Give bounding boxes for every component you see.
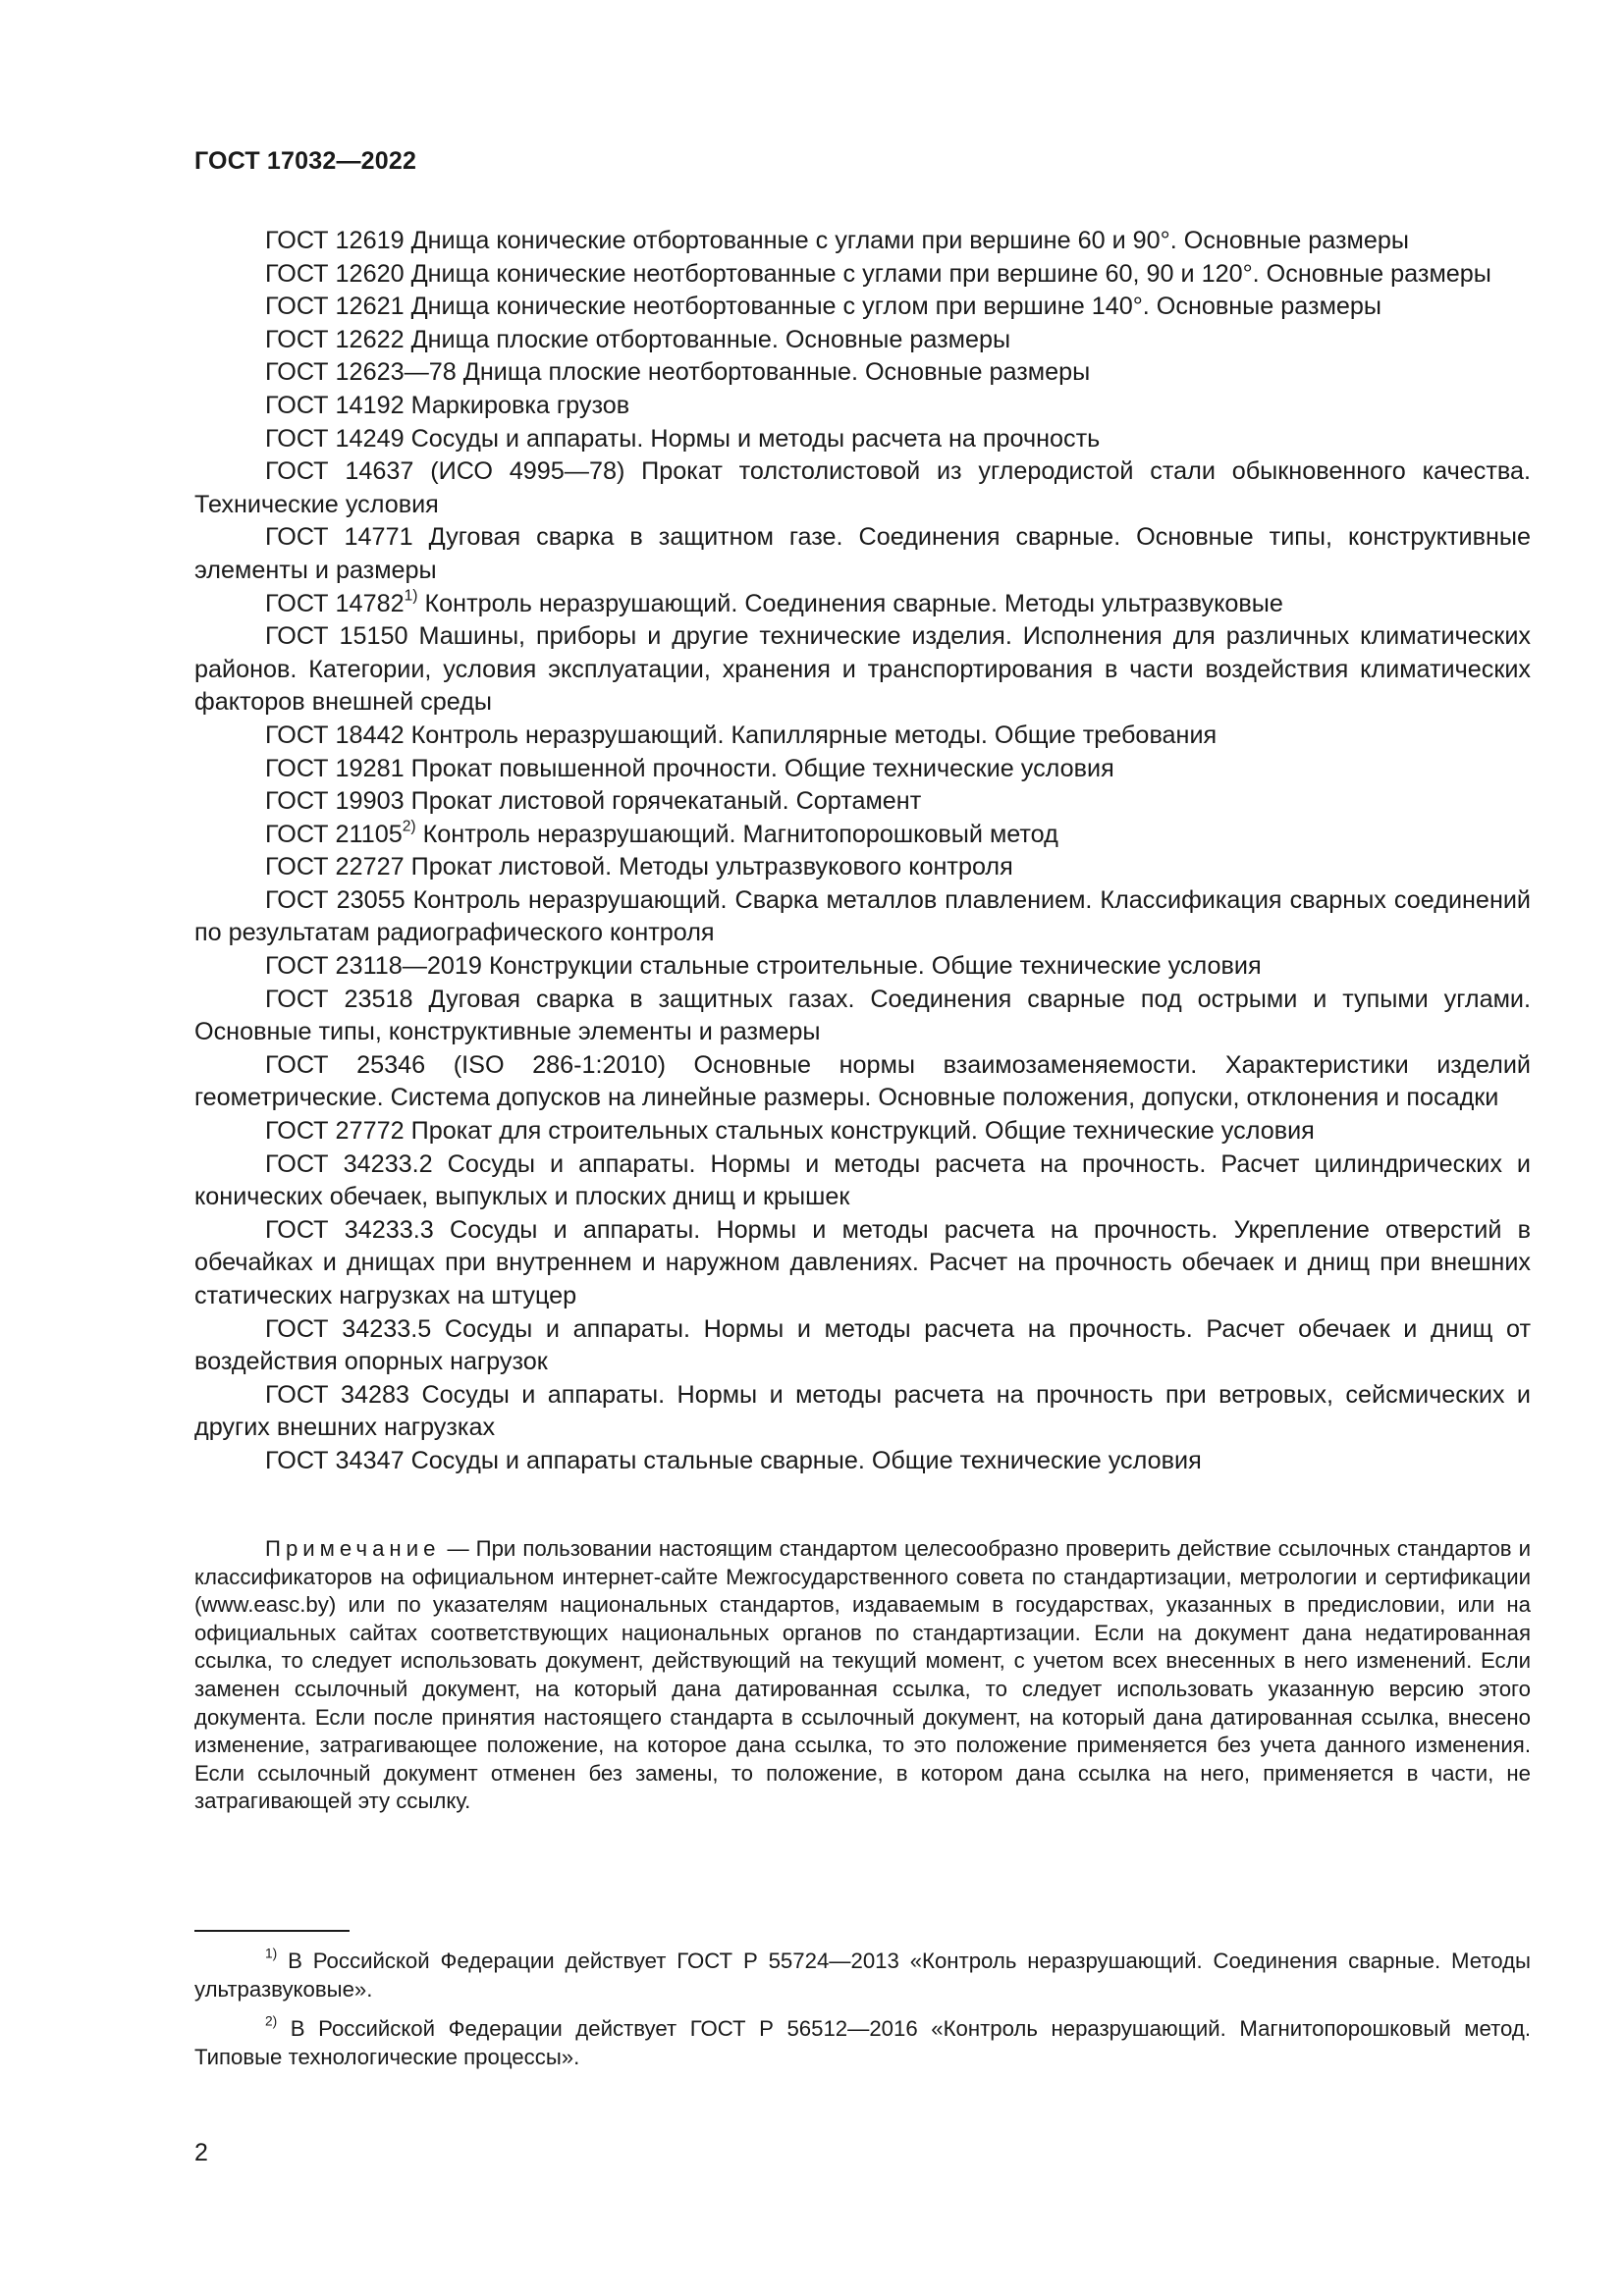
reference-item: ГОСТ 15150 Машины, приборы и другие технические изделия. Исполнения для различных климатических районов. Категории, условия эксплуатации, хранения и транспортирования в части воздействия климатических факторов внешней среды: [194, 622, 1531, 717]
reference-item: ГОСТ 34283 Сосуды и аппараты. Нормы и методы расчета на прочность при ветровых, сейсмических и других внешних нагрузках: [194, 1380, 1531, 1442]
reference-item: [194, 588, 1531, 621]
reference-item: ГОСТ 14771 Дуговая сварка в защитном газе. Соединения сварные. Основные типы, конструктивные элементы и размеры: [194, 523, 1531, 584]
reference-item: ГОСТ 12623—78 Днища плоские неотбортованные. Основные размеры: [265, 358, 1091, 387]
reference-code: ГОСТ 21105: [265, 820, 403, 848]
reference-title: Контроль неразрушающий. Соединения сварные. Методы ультразвуковые: [417, 589, 1283, 617]
footnotes: [194, 1948, 1531, 2083]
reference-item: ГОСТ 27772 Прокат для строительных стальных конструкций. Общие технические условия: [265, 1117, 1315, 1146]
note-paragraph: [194, 1535, 1531, 1816]
reference-item: ГОСТ 34233.5 Сосуды и аппараты. Нормы и методы расчета на прочность. Расчет обечаек и днищ от воздействия опорных нагрузок: [194, 1314, 1531, 1376]
footnote-marker: 1): [404, 586, 418, 604]
footnote-text: В Российской Федерации действует ГОСТ Р 55724—2013 «Контроль неразрушающий. Соединения сварные. Методы ультразвуковые».: [194, 1949, 1531, 2002]
document-header: ГОСТ 17032—2022: [194, 147, 417, 175]
reference-item: ГОСТ 12621 Днища конические неотбортованные с углом при вершине 140°. Основные размеры: [265, 293, 1382, 321]
reference-title: Контроль неразрушающий. Магнитопорошковый метод: [415, 820, 1058, 848]
note-label: Примечание: [265, 1536, 441, 1561]
reference-item: ГОСТ 22727 Прокат листовой. Методы ультразвукового контроля: [265, 853, 1013, 881]
reference-item: ГОСТ 12620 Днища конические неотбортованные с углами при вершине 60, 90 и 120°. Основные размеры: [265, 259, 1491, 288]
page-number: 2: [194, 2139, 208, 2166]
reference-item: ГОСТ 34233.2 Сосуды и аппараты. Нормы и методы расчета на прочность. Расчет цилиндрических и конических обечаек, выпуклых и плоских днищ и крышек: [194, 1149, 1531, 1211]
reference-code: ГОСТ 14782: [265, 589, 405, 617]
reference-item: ГОСТ 19281 Прокат повышенной прочности. Общие технические условия: [265, 754, 1114, 782]
reference-item: ГОСТ 34233.3 Сосуды и аппараты. Нормы и методы расчета на прочность. Укрепление отверстий в обечайках и днищах при внутреннем и наружном давлениях. Расчет на прочность обечаек и днищ при внешних статических нагрузках на штуцер: [194, 1215, 1531, 1309]
reference-item: ГОСТ 23055 Контроль неразрушающий. Сварка металлов плавлением. Классификация сварных соединений по результатам радиографического контроля: [194, 885, 1531, 947]
reference-item: [194, 819, 1531, 852]
footnote-text: В Российской Федерации действует ГОСТ Р 56512—2016 «Контроль неразрушающий. Магнитопорошковый метод. Типовые технологические процессы».: [194, 2016, 1531, 2069]
footnote-marker: 2): [402, 817, 416, 834]
reference-item: ГОСТ 12622 Днища плоские отбортованные. Основные размеры: [265, 325, 1011, 353]
reference-item: ГОСТ 19903 Прокат листовой горячекатаный. Сортамент: [265, 787, 922, 816]
reference-item: ГОСТ 14192 Маркировка грузов: [265, 391, 630, 419]
normative-references-list: [194, 225, 1531, 1478]
note-block: [194, 1535, 1531, 1816]
reference-item: ГОСТ 23518 Дуговая сварка в защитных газах. Соединения сварные под острыми и тупыми углами. Основные типы, конструктивные элементы и размеры: [194, 985, 1531, 1046]
reference-item: ГОСТ 14249 Сосуды и аппараты. Нормы и методы расчета на прочность: [265, 424, 1101, 453]
reference-item: ГОСТ 18442 Контроль неразрушающий. Капиллярные методы. Общие требования: [265, 721, 1218, 749]
footnote-marker: 2): [265, 2013, 278, 2029]
note-text: — При пользовании настоящим стандартом целесообразно проверить действие ссылочных стандартов и классификаторов на официальном интернет-сайте Межгосударственного совета по стандартизации, метрологии и сертификации (www.easc.by) или по указателям национальных стандартов, издаваемым в государствах, указанных в предисловии, или на официальных сайтах соответствующих национальных органов по стандартизации. Если на документ дана недатированная ссылка, то следует использовать документ, действующий на текущий момент, с учетом всех внесенных в него изменений. Если заменен ссылочный документ, на который дана датированная ссылка, то следует использовать указанную версию этого документа. Если после принятия настоящего стандарта в ссылочный документ, на который дана датированная ссылка, внесено изменение, затрагивающее положение, на которое дана ссылка, то это положение применяется без учета данного изменения. Если ссылочный документ отменен без замены, то положение, в котором дана ссылка на него, применяется в части, не затрагивающей эту ссылку.: [194, 1536, 1531, 1814]
footnote: [194, 1948, 1531, 2003]
reference-item: ГОСТ 23118—2019 Конструкции стальные строительные. Общие технические условия: [265, 952, 1262, 981]
reference-item: ГОСТ 14637 (ИСО 4995—78) Прокат толстолистовой из углеродистой стали обыкновенного качества. Технические условия: [194, 457, 1531, 518]
footnote: [194, 2015, 1531, 2071]
reference-item: ГОСТ 25346 (ISO 286-1:2010) Основные нормы взаимозаменяемости. Характеристики изделий геометрические. Система допусков на линейные размеры. Основные положения, допуски, отклонения и посадки: [194, 1050, 1531, 1112]
footnote-separator: [194, 1930, 350, 1932]
reference-item: ГОСТ 34347 Сосуды и аппараты стальные сварные. Общие технические условия: [265, 1446, 1202, 1474]
footnote-marker: 1): [265, 1946, 278, 1961]
reference-item: ГОСТ 12619 Днища конические отбортованные с углами при вершине 60 и 90°. Основные размеры: [265, 227, 1409, 254]
